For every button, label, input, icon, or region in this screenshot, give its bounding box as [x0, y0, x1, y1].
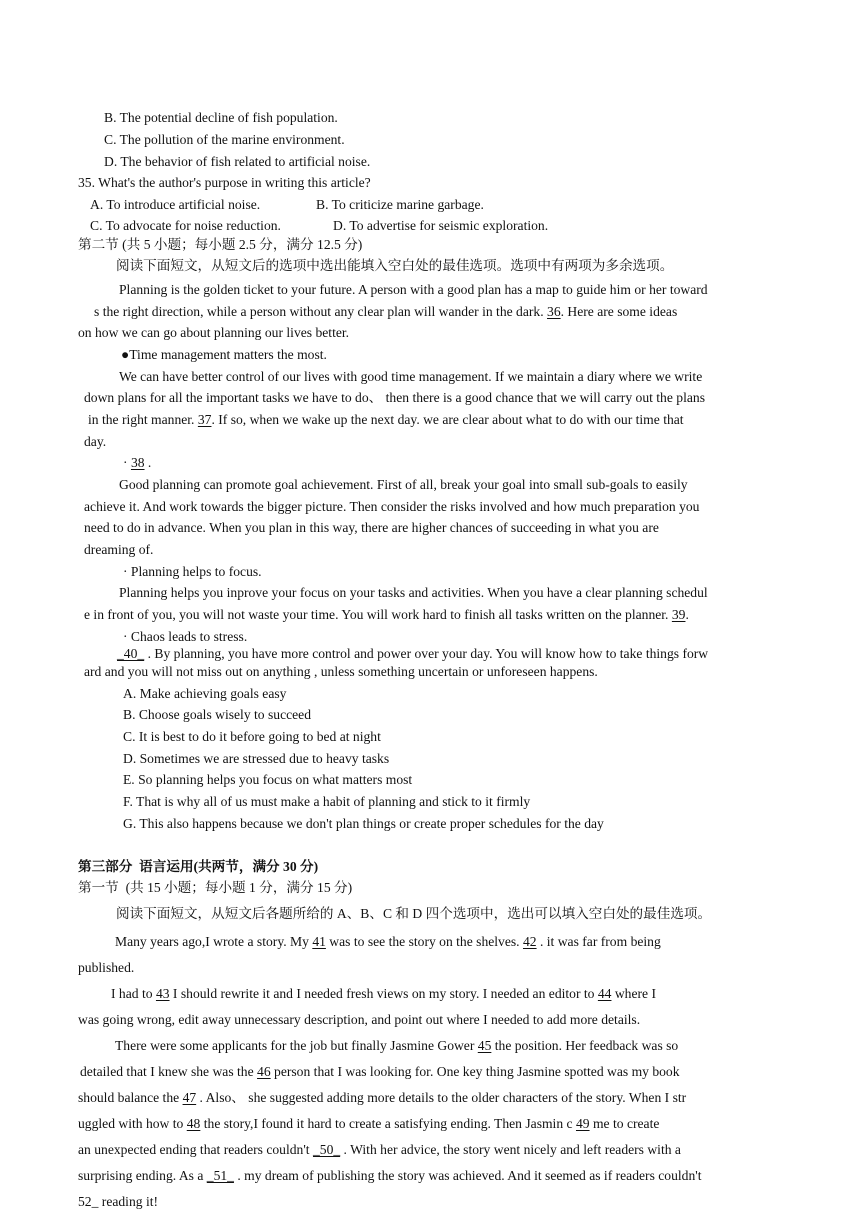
q34-option-c: C. The pollution of the marine environment. [104, 132, 345, 147]
passage-line: day. [84, 434, 107, 449]
passage-line: need to do in advance. When you plan in this way, there are higher chances of succeeding in what you are [84, 520, 659, 535]
option-d: D. Sometimes we are stressed due to heavy tasks [123, 751, 390, 766]
option-a: A. Make achieving goals easy [123, 686, 287, 701]
blank-39: 39 [671, 607, 686, 622]
blank-36: 36 [547, 304, 561, 319]
cloze-line: was going wrong, edit away unnecessary description, and point out where I needed to add more details. [78, 1012, 641, 1027]
passage-line: Planning is the golden ticket to your future. A person with a good plan has a map to guide him or her toward [119, 282, 708, 297]
blank-43: 43 [155, 986, 170, 1001]
section2-header: 第二节 (共 5 小题；每小题 2.5 分，满分 12.5 分) [78, 237, 363, 252]
cloze-line: published. [78, 960, 135, 975]
q34-option-b: B. The potential decline of fish population. [104, 110, 338, 125]
option-b: B. Choose goals wisely to succeed [123, 707, 312, 722]
passage-line: Planning helps you inprove your focus on your tasks and activities. When you have a clear planning schedul [119, 585, 708, 600]
cloze-line: 52_ reading it! [78, 1194, 159, 1209]
option-c: C. It is best to do it before going to bed at night [123, 729, 381, 744]
cloze-line: I had to 43 I should rewrite it and I needed fresh views on my story. I needed an editor to 44 where I [111, 986, 657, 1001]
subheading-chaos: · Chaos leads to stress. [123, 629, 248, 644]
q34-option-d: D. The behavior of fish related to artificial noise. [104, 154, 371, 169]
option-g: G. This also happens because we don't plan things or create proper schedules for the day [123, 816, 604, 831]
blank-45: 45 [477, 1038, 492, 1053]
blank-42: 42 [522, 934, 537, 949]
option-f: F. That is why all of us must make a habit of planning and stick to it firmly [123, 794, 531, 809]
passage-line: in the right manner. 37. If so, when we wake up the next day. we are clear about what to do with our time that [88, 412, 684, 427]
passage-line: on how we can go about planning our lives better. [78, 325, 350, 340]
blank-38: 38 [130, 455, 145, 470]
subheading-time-management: ●Time management matters the most. [121, 347, 327, 362]
blank-44: 44 [597, 986, 612, 1001]
passage-line: dreaming of. [84, 542, 154, 557]
cloze-line: There were some applicants for the job but finally Jasmine Gower 45 the position. Her feedback was so [115, 1038, 679, 1053]
blank-47: 47 [182, 1090, 197, 1105]
passage-line: Good planning can promote goal achievement. First of all, break your goal into small sub-goals to easily [119, 477, 688, 492]
blank-40: _40_ [117, 646, 145, 661]
section2-instruction: 阅读下面短文，从短文后的选项中选出能填入空白处的最佳选项。选项中有两项为多余选项。 [116, 258, 674, 273]
blank-48: 48 [186, 1116, 201, 1131]
passage-line: down plans for all the important tasks we have to do、 then there is a good chance that we will carry out the plans [84, 390, 705, 405]
blank-41: 41 [312, 934, 326, 949]
q35-option-d: D. To advertise for seismic exploration. [333, 218, 549, 233]
part3-subheader: 第一节 (共 15 小题；每小题 1 分，满分 15 分) [78, 880, 353, 895]
blank-50: _50_ [312, 1142, 341, 1157]
blank-49: 49 [575, 1116, 590, 1131]
passage-line: s the right direction, while a person without any clear plan will wander in the dark. 36. Here are some ideas [94, 304, 678, 319]
q35-option-c: C. To advocate for noise reduction. [90, 218, 281, 233]
cloze-line: Many years ago,I wrote a story. My 41 was to see the story on the shelves. 42 . it was far from being [115, 934, 661, 949]
passage-line: ard and you will not miss out on anything , unless something uncertain or unforeseen happens. [84, 664, 598, 679]
q35-option-b: B. To criticize marine garbage. [316, 197, 484, 212]
cloze-line: uggled with how to 48 the story,I found it hard to create a satisfying ending. Then Jasmin c 49 me to create [78, 1116, 660, 1131]
part3-instruction: 阅读下面短文，从短文后各题所给的 A、B、C 和 D 四个选项中，选出可以填入空白处的最佳选项。 [116, 906, 712, 921]
cloze-line: detailed that I knew she was the 46 person that I was looking for. One key thing Jasmine spotted was my book [80, 1064, 680, 1079]
subheading-focus: · Planning helps to focus. [123, 564, 262, 579]
cloze-line: surprising ending. As a _51_ . my dream of publishing the story was achieved. And it seemed as if readers couldn't [78, 1168, 702, 1183]
blank-46: 46 [257, 1064, 271, 1079]
subheading-38: · 38 . [123, 455, 152, 470]
option-e: E. So planning helps you focus on what matters most [123, 772, 413, 787]
cloze-line: should balance the 47 . Also、 she suggested adding more details to the older characters of the story. When I str [78, 1090, 687, 1105]
cloze-line: an unexpected ending that readers couldn't _50_ . With her advice, the story went nicely and left readers with a [78, 1142, 681, 1157]
part3-header: 第三部分 语言运用(共两节，满分 30 分) [78, 859, 319, 874]
blank-51: _51_ [206, 1168, 234, 1183]
passage-line: We can have better control of our lives with good time management. If we maintain a diary where we write [119, 369, 703, 384]
passage-line: e in front of you, you will not waste your time. You will work hard to finish all tasks written on the planner. 39. [84, 607, 689, 622]
q35-option-a: A. To introduce artificial noise. [90, 197, 261, 212]
passage-line: achieve it. And work towards the bigger picture. Then consider the risks involved and how much preparation you [84, 499, 700, 514]
passage-line: _40_ . By planning, you have more control and power over your day. You will know how to take things forw [117, 646, 709, 661]
q35-stem: 35. What's the author's purpose in writing this article? [78, 175, 371, 190]
blank-37: 37 [197, 412, 212, 427]
